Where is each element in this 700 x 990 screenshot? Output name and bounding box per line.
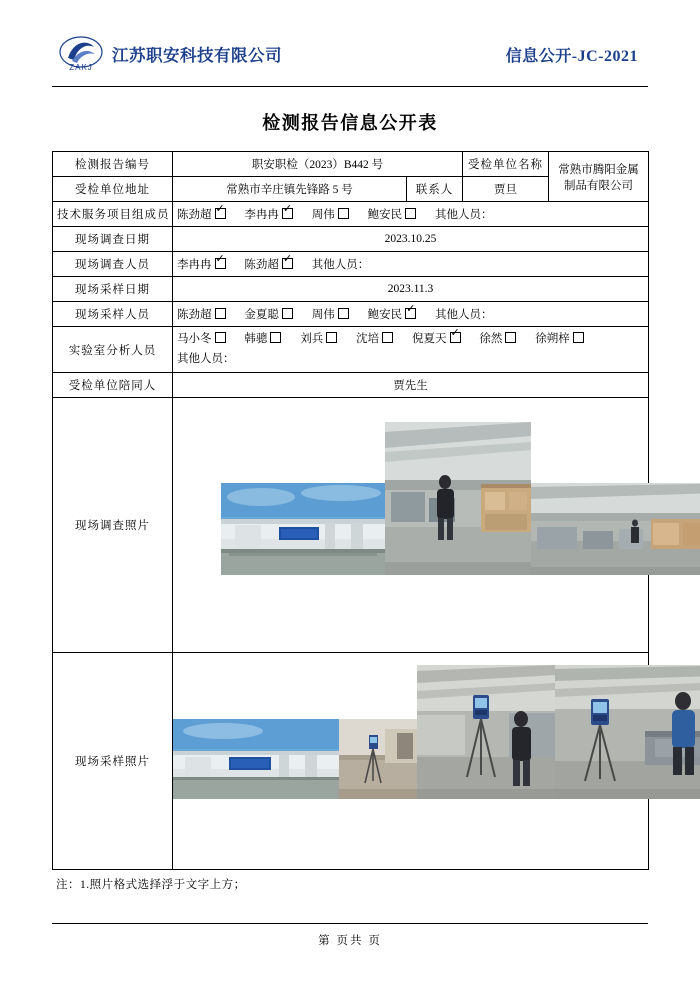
table-row — [53, 373, 649, 398]
client-address-value: 常熟市辛庄镇先锋路 5 号 — [173, 177, 407, 202]
survey-staff-0 — [177, 256, 228, 272]
survey-staff-1 — [244, 256, 295, 272]
checkbox-icon[interactable] — [405, 208, 416, 219]
team-members — [173, 202, 649, 227]
lab-staff-6-name: 徐朔梓 — [535, 333, 570, 345]
survey-photos-cell — [173, 398, 649, 653]
sampling-staff-0 — [177, 306, 228, 322]
team-member-2 — [312, 206, 351, 222]
accompany-label: 受检单位陪同人 — [53, 373, 173, 398]
lab-staff-2-name: 刘兵 — [300, 333, 324, 345]
team-label: 技术服务项目组成员 — [53, 202, 173, 227]
sampling-staff-3 — [368, 306, 419, 322]
lab-staff-2 — [300, 330, 339, 350]
lab-staff-3-name: 沈培 — [356, 333, 380, 345]
checkbox-icon[interactable] — [382, 332, 393, 343]
survey-staff — [173, 252, 649, 277]
checkbox-icon[interactable] — [215, 332, 226, 343]
lab-staff-6 — [535, 330, 586, 350]
checkbox-icon[interactable] — [338, 208, 349, 219]
team-member-0 — [177, 206, 228, 222]
report-no-value: 职安职检（2023）B442 号 — [173, 152, 463, 177]
sampling-staff-3-name: 鲍安民 — [367, 309, 403, 321]
team-member-0-name: 陈劲超 — [177, 209, 212, 221]
checkbox-icon[interactable] — [450, 332, 461, 343]
client-name-value: 常熟市腾阳金属制品有限公司 — [549, 152, 649, 202]
lab-staff-1 — [244, 330, 283, 350]
sampling-photo-2 — [339, 719, 417, 799]
sampling-staff — [173, 302, 649, 327]
checkbox-icon[interactable] — [282, 208, 293, 219]
sampling-staff-1-name: 金夏聪 — [244, 309, 279, 321]
sampling-photos-label: 现场采样照片 — [53, 653, 173, 870]
accompany-value: 贾先生 — [173, 373, 649, 398]
table-row — [53, 252, 649, 277]
sampling-staff-2 — [312, 306, 351, 322]
table-row — [53, 653, 649, 870]
team-member-2-name: 周伟 — [311, 209, 335, 221]
report-no-label: 检测报告编号 — [53, 152, 173, 177]
page-title: 检测报告信息公开表 — [262, 113, 438, 133]
checkbox-icon[interactable] — [282, 258, 293, 269]
lab-staff-3 — [356, 330, 395, 350]
lab-staff-1-name: 韩骢 — [244, 333, 268, 345]
checkbox-icon[interactable] — [505, 332, 516, 343]
lab-staff-4-name: 倪夏天 — [412, 333, 447, 345]
sampling-staff-0-name: 陈劲超 — [177, 309, 212, 321]
footnote: 注：1.照片格式选择浮于文字上方； — [56, 879, 246, 892]
survey-staff-other-label: 其他人员： — [311, 259, 370, 271]
checkbox-icon[interactable] — [215, 308, 226, 319]
survey-date-value: 2023.10.25 — [173, 227, 649, 252]
checkbox-icon[interactable] — [215, 258, 226, 269]
team-member-1-name: 李冉冉 — [244, 209, 279, 221]
lab-staff-5-name: 徐然 — [479, 333, 503, 345]
page-footer: 第 页共 页 — [52, 923, 648, 948]
sampling-date-label: 现场采样日期 — [53, 277, 173, 302]
client-address-label: 受检单位地址 — [53, 177, 173, 202]
sampling-date-value: 2023.11.3 — [173, 277, 649, 302]
svg-text:ZAKJ: ZAKJ — [69, 63, 93, 72]
table-row — [53, 227, 649, 252]
team-member-1 — [244, 206, 295, 222]
company-name: 江苏职安科技有限公司 — [112, 46, 282, 65]
sampling-photo-1 — [173, 719, 339, 799]
sampling-photo-4 — [555, 665, 700, 799]
client-name-label: 受检单位名称 — [463, 152, 549, 177]
lab-staff-label: 实验室分析人员 — [53, 327, 173, 373]
lab-staff-0 — [177, 330, 228, 350]
checkbox-icon[interactable] — [338, 308, 349, 319]
table-row — [53, 302, 649, 327]
company-logo-icon — [58, 34, 104, 74]
table-row — [53, 152, 649, 177]
survey-photo-2 — [385, 422, 531, 575]
page-header — [52, 28, 648, 87]
lab-staff-other-label: 其他人员： — [177, 352, 235, 365]
survey-photo-3 — [531, 483, 700, 575]
checkbox-icon[interactable] — [270, 332, 281, 343]
sampling-staff-2-name: 周伟 — [311, 309, 335, 321]
sampling-photos-cell — [173, 653, 649, 870]
survey-photo-stage — [173, 398, 648, 652]
table-row — [53, 398, 649, 653]
header-left — [58, 34, 282, 74]
sampling-staff-label: 现场采样人员 — [53, 302, 173, 327]
team-member-3-name: 鲍安民 — [367, 209, 403, 221]
survey-photo-1 — [221, 483, 385, 575]
checkbox-icon[interactable] — [573, 332, 584, 343]
lab-staff-4 — [412, 330, 463, 350]
table-row — [53, 327, 649, 373]
lab-staff — [173, 327, 649, 373]
sampling-staff-1 — [244, 306, 295, 322]
lab-staff-0-name: 马小冬 — [177, 333, 212, 345]
checkbox-icon[interactable] — [405, 308, 416, 319]
checkbox-icon[interactable] — [215, 208, 226, 219]
checkbox-icon[interactable] — [282, 308, 293, 319]
survey-staff-label: 现场调查人员 — [53, 252, 173, 277]
sampling-photo-3 — [417, 665, 555, 799]
survey-photos-label: 现场调查照片 — [53, 398, 173, 653]
checkbox-icon[interactable] — [326, 332, 337, 343]
table-row — [53, 277, 649, 302]
table-row — [53, 202, 649, 227]
contact-value: 贾旦 — [463, 177, 549, 202]
info-table — [52, 151, 649, 870]
survey-staff-0-name: 李冉冉 — [177, 259, 212, 271]
survey-date-label: 现场调查日期 — [53, 227, 173, 252]
lab-staff-5 — [479, 330, 518, 350]
team-member-3 — [368, 206, 419, 222]
sampling-photo-stage — [173, 653, 648, 869]
contact-label: 联系人 — [407, 177, 463, 202]
sampling-staff-other-label: 其他人员： — [435, 309, 493, 321]
survey-staff-1-name: 陈劲超 — [244, 259, 279, 271]
team-other-label: 其他人员： — [435, 209, 493, 221]
doc-code: 信息公开-JC-2021 — [505, 47, 638, 65]
